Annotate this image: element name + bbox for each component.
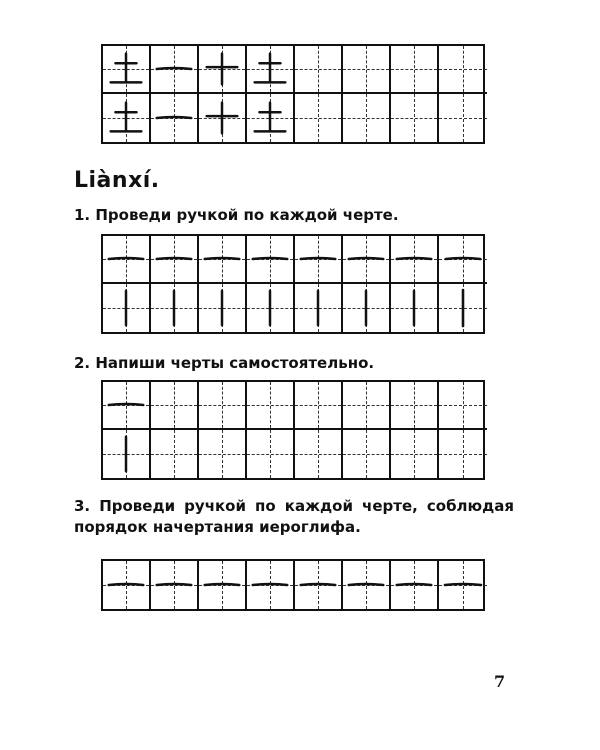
grid-cell: [391, 284, 439, 332]
grid-cell: [439, 430, 487, 478]
horizontal-stroke-icon: [247, 236, 293, 282]
stroke-order-grid-top: [101, 44, 485, 144]
grid-cell: [247, 94, 295, 142]
grid-cell: [199, 382, 247, 430]
grid-cell: [247, 382, 295, 430]
horizontal-stroke-icon: [247, 561, 293, 609]
grid-cell: [343, 46, 391, 94]
task-2-instruction: 2. Напиши черты самостоятельно.: [74, 354, 375, 372]
grid-cell: [103, 94, 151, 142]
horizontal-stroke-icon: [151, 561, 197, 609]
vertical-stroke-icon: [103, 430, 149, 478]
grid-cell: [247, 284, 295, 332]
grid-cell: [199, 94, 247, 142]
grid-cell: [103, 561, 151, 609]
practice-grid-2: [101, 380, 485, 480]
grid-cell: [199, 46, 247, 94]
horizontal-stroke-icon: [103, 561, 149, 609]
grid-cell: [391, 94, 439, 142]
grid-cell: [151, 382, 199, 430]
vertical-stroke-icon: [391, 284, 437, 332]
grid-cell: [343, 236, 391, 284]
grid-cell: [439, 382, 487, 430]
grid-cell: [391, 561, 439, 609]
grid-cell: [151, 284, 199, 332]
vertical-stroke-icon: [343, 284, 389, 332]
character-tu-icon: [103, 94, 149, 142]
grid-cell: [295, 561, 343, 609]
vertical-stroke-icon: [247, 284, 293, 332]
vertical-stroke-icon: [295, 284, 341, 332]
vertical-stroke-icon: [151, 284, 197, 332]
grid-cell: [103, 236, 151, 284]
horizontal-stroke-icon: [103, 382, 149, 428]
grid-cell: [151, 94, 199, 142]
horizontal-stroke-icon: [343, 561, 389, 609]
horizontal-stroke-icon: [151, 236, 197, 282]
grid-cell: [151, 561, 199, 609]
grid-cell: [199, 561, 247, 609]
grid-cell: [343, 382, 391, 430]
grid-cell: [439, 561, 487, 609]
page-number: 7: [494, 672, 506, 691]
horizontal-stroke-icon: [295, 561, 341, 609]
grid-cell: [439, 284, 487, 332]
grid-cell: [343, 430, 391, 478]
horizontal-stroke-icon: [199, 236, 245, 282]
grid-cell: [247, 430, 295, 478]
grid-cell: [103, 382, 151, 430]
horizontal-stroke-icon: [391, 561, 437, 609]
grid-cell: [247, 561, 295, 609]
horizontal-stroke-icon: [439, 236, 487, 282]
character-shi-icon: [199, 46, 245, 92]
practice-grid-1: [101, 234, 485, 334]
grid-cell: [343, 94, 391, 142]
exercises-heading: Liànxí.: [74, 168, 160, 193]
grid-cell: [439, 46, 487, 94]
grid-cell: [199, 284, 247, 332]
grid-cell: [343, 561, 391, 609]
character-shi-icon: [199, 94, 245, 142]
grid-cell: [151, 430, 199, 478]
task-3-instruction: 3. Проведи ручкой по каждой черте, соблюдая порядок начертания иероглифа.: [74, 497, 514, 536]
character-tu-icon: [247, 94, 293, 142]
character-tu-icon: [103, 46, 149, 92]
grid-cell: [295, 284, 343, 332]
grid-cell: [439, 94, 487, 142]
grid-cell: [295, 382, 343, 430]
practice-grid-3: [101, 559, 485, 611]
vertical-stroke-icon: [103, 284, 149, 332]
vertical-stroke-icon: [439, 284, 487, 332]
horizontal-stroke-icon: [295, 236, 341, 282]
grid-cell: [103, 430, 151, 478]
grid-cell: [391, 46, 439, 94]
character-tu-icon: [247, 46, 293, 92]
grid-cell: [295, 46, 343, 94]
grid-cell: [151, 46, 199, 94]
horizontal-stroke-icon: [391, 236, 437, 282]
grid-cell: [151, 236, 199, 284]
horizontal-stroke-icon: [151, 46, 197, 92]
grid-cell: [295, 236, 343, 284]
horizontal-stroke-icon: [103, 236, 149, 282]
grid-cell: [247, 236, 295, 284]
grid-cell: [103, 284, 151, 332]
grid-cell: [391, 382, 439, 430]
grid-cell: [103, 46, 151, 94]
horizontal-stroke-icon: [151, 94, 197, 142]
grid-cell: [199, 430, 247, 478]
horizontal-stroke-icon: [343, 236, 389, 282]
task-1-instruction: 1. Проведи ручкой по каждой черте.: [74, 206, 399, 224]
grid-cell: [391, 430, 439, 478]
grid-cell: [199, 236, 247, 284]
grid-cell: [391, 236, 439, 284]
grid-cell: [439, 236, 487, 284]
grid-cell: [247, 46, 295, 94]
grid-cell: [295, 430, 343, 478]
vertical-stroke-icon: [199, 284, 245, 332]
grid-cell: [343, 284, 391, 332]
grid-cell: [295, 94, 343, 142]
horizontal-stroke-icon: [439, 561, 487, 609]
horizontal-stroke-icon: [199, 561, 245, 609]
